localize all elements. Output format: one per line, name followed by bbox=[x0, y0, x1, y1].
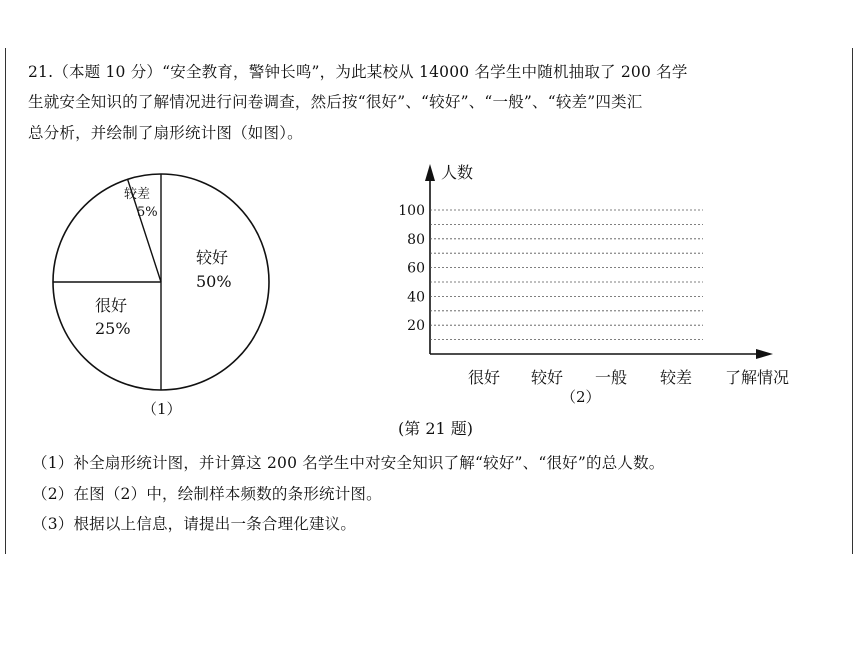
y-axis-arrow bbox=[425, 164, 435, 181]
problem-line-2: 生就安全知识的了解情况进行问卷调查，然后按“很好”、“较好”、“一般”、“较差”四类汇 bbox=[28, 93, 643, 111]
slice-label-verygood: 很好 bbox=[95, 296, 128, 315]
gridlines bbox=[430, 210, 703, 340]
x-category-label: 较好 bbox=[530, 368, 564, 387]
y-tick-label: 40 bbox=[407, 289, 425, 306]
bar-chart bbox=[398, 163, 789, 406]
x-category-label: 很好 bbox=[467, 368, 501, 387]
y-tick-label: 60 bbox=[407, 260, 425, 277]
problem-line-3: 总分析，并绘制了扇形统计图（如图）。 bbox=[28, 124, 303, 142]
y-tick-labels bbox=[398, 203, 425, 334]
y-tick-label: 100 bbox=[398, 203, 425, 219]
slice-value-verygood: 25% bbox=[95, 319, 131, 338]
x-axis-label: 了解情况 bbox=[725, 368, 790, 387]
x-category-label: 一般 bbox=[594, 368, 628, 387]
slice-value-poor: 5% bbox=[137, 205, 158, 220]
y-tick-label: 80 bbox=[407, 231, 425, 248]
y-tick-label: 20 bbox=[407, 318, 425, 335]
x-axis-arrow bbox=[756, 349, 773, 359]
problem-line-1: 21.（本题 10 分）“安全教育，警钟长鸣”，为此某校从 14000 名学生中随机抽取了 200 名学 bbox=[28, 63, 688, 81]
question-3: （3）根据以上信息，请提出一条合理化建议。 bbox=[32, 515, 357, 533]
pie-chart bbox=[53, 174, 269, 418]
x-category-labels bbox=[468, 368, 692, 387]
bar-caption: （2） bbox=[561, 388, 601, 406]
slice-value-good: 50% bbox=[196, 272, 232, 291]
slice-label-good: 较好 bbox=[196, 248, 229, 267]
pie-caption: （1） bbox=[142, 400, 182, 418]
slice-label-poor: 较差 bbox=[124, 187, 151, 202]
question-1: （1）补全扇形统计图，并计算这 200 名学生中对安全知识了解“较好”、“很好”的总人数。 bbox=[32, 454, 665, 472]
x-category-label: 较差 bbox=[659, 368, 693, 387]
question-2: （2）在图（2）中，绘制样本频数的条形统计图。 bbox=[32, 485, 382, 503]
figure-caption: (第 21 题) bbox=[398, 419, 474, 438]
y-axis-label: 人数 bbox=[441, 163, 474, 182]
